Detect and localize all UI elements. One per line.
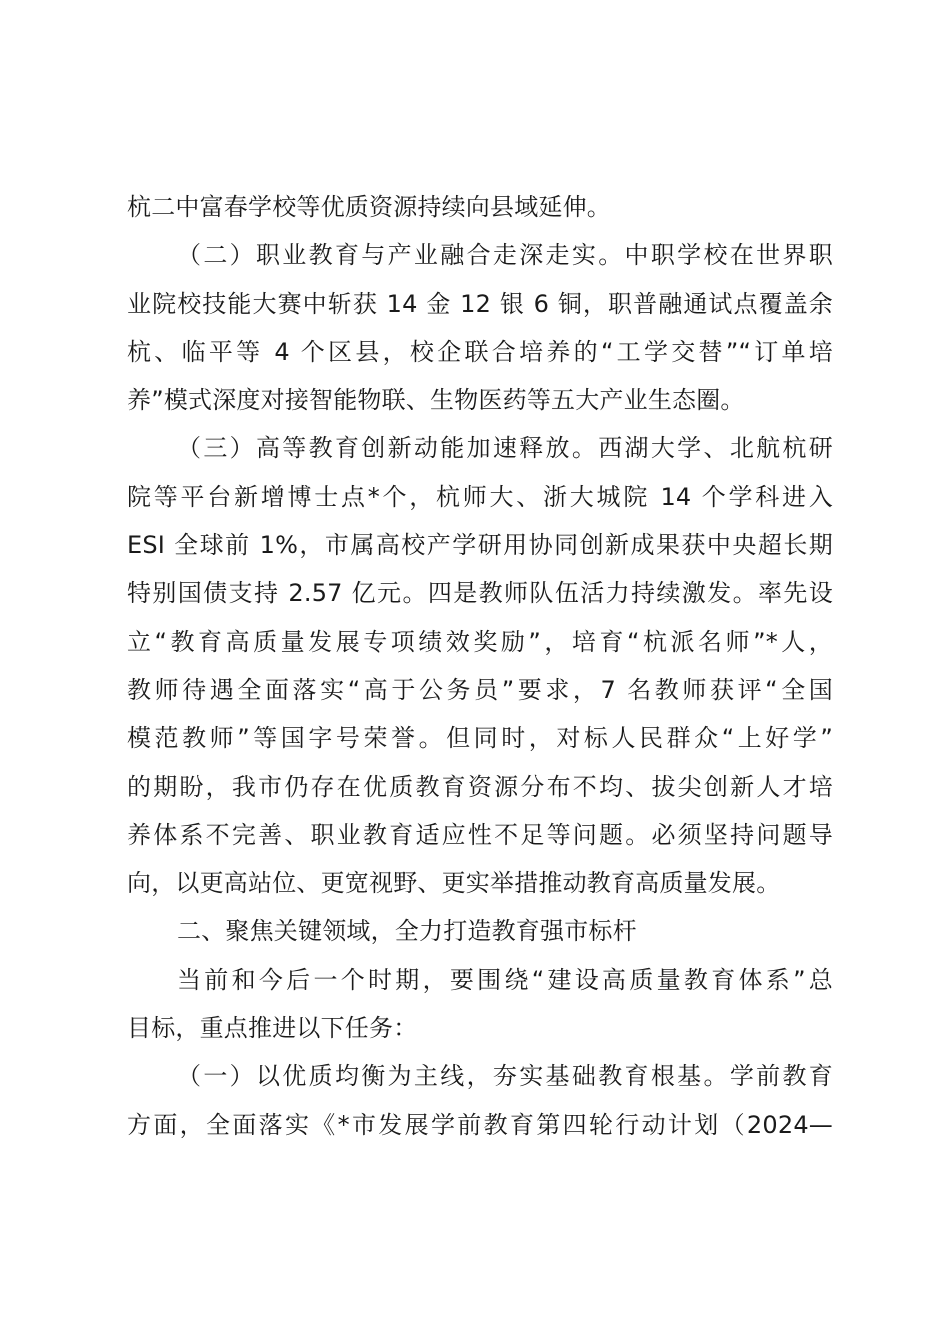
- text-line: ESI 全球前 1%，市属高校产学研用协同创新成果获中央超长期: [127, 531, 833, 560]
- text-line: 向，以更高站位、更宽视野、更实举措推动教育高质量发展。: [127, 869, 781, 898]
- text-line: 立“教育高质量发展专项绩效奖励”，培育“杭派名师”*人，: [127, 627, 833, 656]
- paragraph-first-line: （三）高等教育创新动能加速释放。西湖大学、北航杭研: [177, 434, 833, 463]
- document-body: [127, 183, 833, 1149]
- paragraph-first-line: 二、聚焦关键领域，全力打造教育强市标杆: [177, 917, 637, 946]
- text-line: 特别国债支持 2.57 亿元。四是教师队伍活力持续激发。率先设: [127, 579, 833, 608]
- text-line: 模范教师”等国字号荣誉。但同时，对标人民群众“上好学”: [127, 724, 833, 753]
- text-line: 养体系不完善、职业教育适应性不足等问题。必须坚持问题导: [127, 820, 833, 849]
- text-line: 方面，全面落实《*市发展学前教育第四轮行动计划（2024—: [127, 1110, 833, 1139]
- paragraph-first-line: （二）职业教育与产业融合走深走实。中职学校在世界职: [177, 241, 833, 270]
- paragraph-first-line: 当前和今后一个时期，要围绕“建设高质量教育体系”总: [177, 965, 833, 994]
- text-line: 教师待遇全面落实“高于公务员”要求，7 名教师获评“全国: [127, 675, 833, 704]
- text-line: 院等平台新增博士点*个，杭师大、浙大城院 14 个学科进入: [127, 482, 833, 511]
- text-line: 的期盼，我市仍存在优质教育资源分布不均、拔尖创新人才培: [127, 772, 833, 801]
- text-line: 业院校技能大赛中斩获 14 金 12 银 6 铜，职普融通试点覆盖余: [127, 289, 833, 318]
- paragraph-first-line: （一）以优质均衡为主线，夯实基础教育根基。学前教育: [177, 1062, 833, 1091]
- text-line: 养”模式深度对接智能物联、生物医药等五大产业生态圈。: [127, 386, 745, 415]
- text-line: 目标，重点推进以下任务：: [127, 1014, 418, 1043]
- text-line: 杭二中富春学校等优质资源持续向县域延伸。: [127, 193, 611, 221]
- text-line: 杭、临平等 4 个区县，校企联合培养的“工学交替”“订单培: [127, 337, 833, 366]
